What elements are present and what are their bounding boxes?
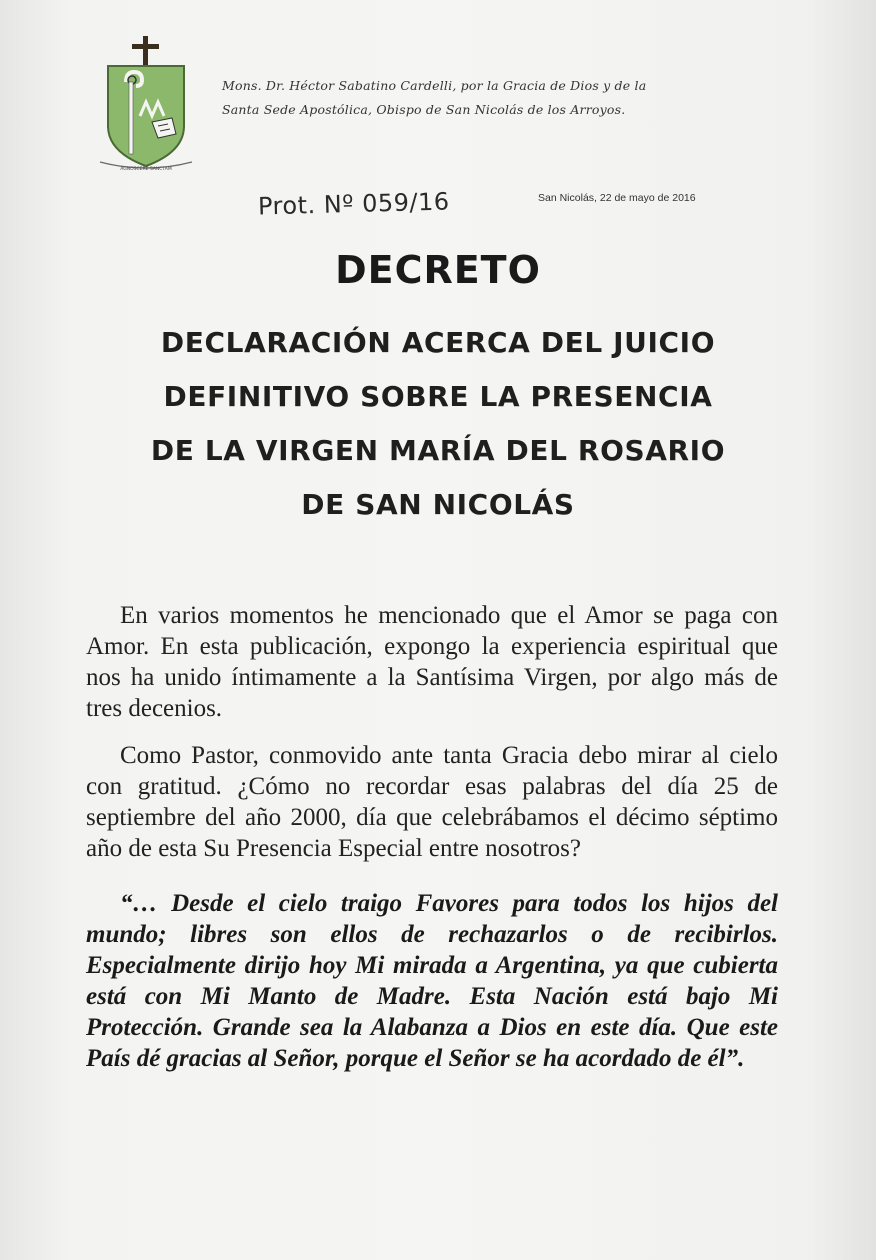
document-body [86,600,778,1074]
subtitle-line-2: DEFINITIVO SOBRE LA PRESENCIA [163,380,713,413]
subtitle-line-4: DE SAN NICOLÁS [301,488,575,521]
document-subtitle [80,316,796,532]
subtitle-line-1: DECLARACIÓN ACERCA DEL JUICIO [160,326,716,359]
letterhead-line-2: Santa Sede Apostólica, Obispo de San Nicolás de los Arroyos. [222,102,626,117]
body-paragraph-2: Como Pastor, conmovido ante tanta Gracia debo mirar al cielo con gratitud. ¿Cómo no recordar esas palabras del día 25 de septiembre del año 2000, día que celebrábamos el décimo séptimo año de esta Su Presencia Especial entre nosotros? [86,742,778,862]
letterhead-line-1: Mons. Dr. Héctor Sabatino Cardelli, por la Gracia de Dios y de la [222,78,647,93]
subtitle-line-3: DE LA VIRGEN MARÍA DEL ROSARIO [150,434,726,467]
quote-paragraph: “… Desde el cielo traigo Favores para todos los hijos del mundo; libres son ellos de rechazarlos o de recibirlos. Especialmente dirijo hoy Mi mirada a Argentina, ya que cubierta está con Mi Manto de Madre. Esta Nación está bajo Mi Protección. Grande sea la Alabanza a Dios en este día. Que este País dé gracias al Señor, porque el Señor se ha acordado de él”. [86,890,778,1072]
protocol-number: Prot. Nº 059/16 [257,187,450,221]
coat-of-arms-icon [96,34,196,180]
body-paragraph-1: En varios momentos he mencionado que el Amor se paga con Amor. En esta publicación, expongo la experiencia espiritual que nos ha unido íntimamente a la Santísima Virgen, por algo más de tres decenios. [86,602,778,722]
crest-motto: AGNOSCERE SANCTAM [120,167,172,172]
document-date: San Nicolás, 22 de mayo de 2016 [538,192,696,204]
document-title: DECRETO [335,248,541,292]
letterhead [222,74,782,122]
episcopal-crest-svg [96,34,196,180]
